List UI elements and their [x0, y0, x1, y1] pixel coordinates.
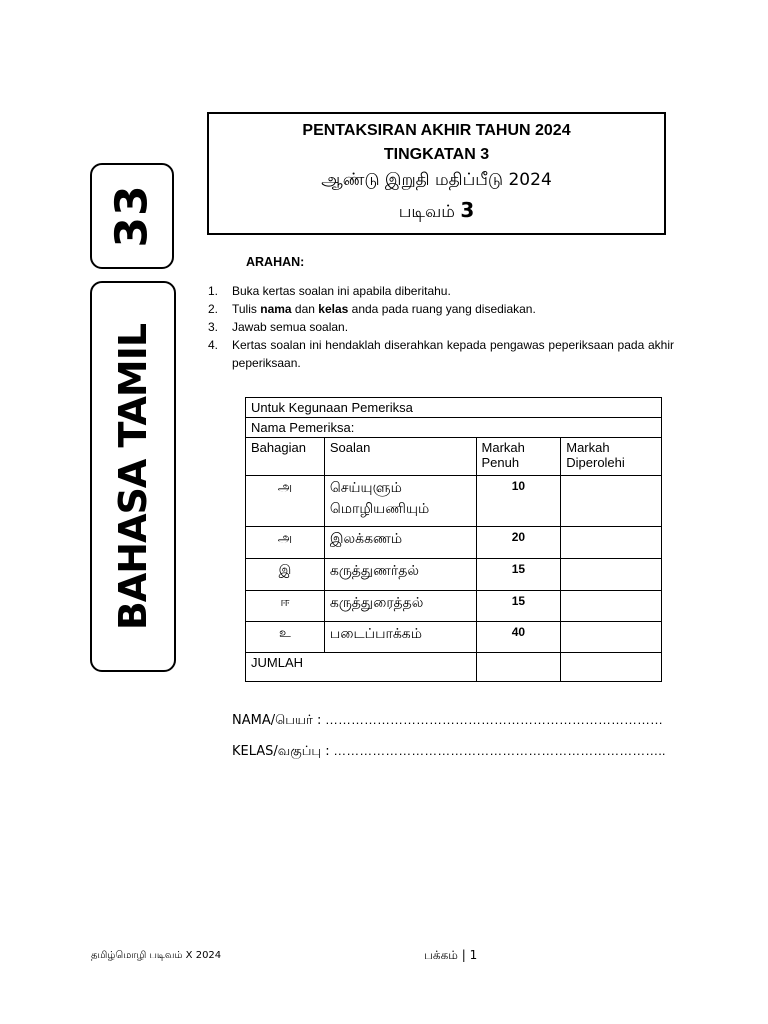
exam-title-tamil: ஆண்டு இறுதி மதிப்பீடு 2024 — [321, 170, 552, 190]
instruction-item — [208, 336, 674, 372]
table-total-row — [246, 653, 662, 682]
exam-title: PENTAKSIRAN AKHIR TAHUN 2024 — [302, 122, 571, 139]
row-section: ஈ — [246, 591, 325, 622]
instruction-bold-name: nama — [260, 302, 292, 316]
instruction-item — [208, 300, 674, 318]
name-dots: …………………………………………………………………… — [324, 712, 663, 727]
header-obtained-marks: Markah Diperolehi — [561, 438, 662, 476]
name-field[interactable] — [232, 712, 663, 729]
footer-left: தமிழ்மொழி படிவம் X 2024 — [91, 950, 222, 961]
row-question: செய்யுளும் மொழியணியும் — [324, 476, 476, 527]
instruction-number: 2. — [208, 302, 219, 316]
total-obtained-marks[interactable] — [561, 653, 662, 682]
row-question: படைப்பாக்கம் — [324, 622, 476, 653]
table-title-row — [246, 398, 662, 418]
row-full-marks: 40 — [476, 622, 561, 653]
instruction-item — [208, 282, 674, 300]
row-question: இலக்கணம் — [324, 527, 476, 559]
table-row — [246, 591, 662, 622]
row-section: அ — [246, 527, 325, 559]
row-obtained-marks[interactable] — [561, 527, 662, 559]
examiner-table — [245, 397, 662, 682]
examiner-name-row — [246, 418, 662, 438]
row-obtained-marks[interactable] — [561, 476, 662, 527]
total-label: JUMLAH — [246, 653, 477, 682]
row-section: இ — [246, 559, 325, 591]
row-obtained-marks[interactable] — [561, 591, 662, 622]
instruction-number: 1. — [208, 284, 219, 298]
subject-name: BAHASA TAMIL — [111, 323, 155, 630]
instruction-number: 3. — [208, 320, 219, 334]
exam-header — [207, 112, 666, 235]
row-full-marks: 15 — [476, 559, 561, 591]
row-section: அ — [246, 476, 325, 527]
instruction-bold-class: kelas — [318, 302, 349, 316]
instruction-text-part: dan — [291, 302, 319, 316]
header-full-marks: Markah Penuh — [476, 438, 561, 476]
table-row — [246, 559, 662, 591]
form-label-tamil: படிவம் — [398, 202, 455, 222]
table-row — [246, 622, 662, 653]
page-number: பக்கம் | 1 — [424, 948, 478, 962]
instruction-text-part: Tulis — [232, 302, 261, 316]
class-label: KELAS/வகுப்பு : — [232, 744, 330, 759]
instruction-text — [232, 300, 674, 318]
table-row — [246, 476, 662, 527]
total-full-marks — [476, 653, 561, 682]
class-field[interactable] — [232, 743, 665, 760]
header-question: Soalan — [324, 438, 476, 476]
row-obtained-marks[interactable] — [561, 622, 662, 653]
paper-code-tab — [90, 163, 174, 269]
row-obtained-marks[interactable] — [561, 559, 662, 591]
row-section: உ — [246, 622, 325, 653]
class-dots: ………………………………………………………………….. — [333, 743, 666, 758]
exam-form-tamil — [209, 198, 664, 224]
row-full-marks: 10 — [476, 476, 561, 527]
table-header-row — [246, 438, 662, 476]
instruction-text: Buka kertas soalan ini apabila diberitahu. — [232, 284, 451, 298]
instruction-text-part: anda pada ruang yang disediakan. — [348, 302, 536, 316]
instructions-list — [208, 282, 674, 372]
row-question: கருத்துணர்தல் — [324, 559, 476, 591]
row-full-marks: 20 — [476, 527, 561, 559]
paper-code: 33 — [106, 184, 158, 248]
examiner-name-label: Nama Pemeriksa: — [246, 418, 662, 438]
instructions-title: ARAHAN: — [246, 255, 305, 269]
table-title: Untuk Kegunaan Pemeriksa — [246, 398, 662, 418]
subject-tab — [90, 281, 176, 672]
instruction-number: 4. — [208, 338, 219, 352]
instruction-text: Kertas soalan ini hendaklah diserahkan kepada pengawas peperiksaan pada akhir peperiksaan. — [232, 338, 674, 370]
row-question: கருத்துரைத்தல் — [324, 591, 476, 622]
header-section: Bahagian — [246, 438, 325, 476]
exam-form: TINGKATAN 3 — [383, 146, 490, 163]
name-label: NAMA/பெயர் : — [232, 713, 322, 728]
row-full-marks: 15 — [476, 591, 561, 622]
instruction-text: Jawab semua soalan. — [232, 320, 349, 334]
table-row — [246, 527, 662, 559]
instruction-item — [208, 318, 674, 336]
form-number: 3 — [460, 198, 475, 222]
